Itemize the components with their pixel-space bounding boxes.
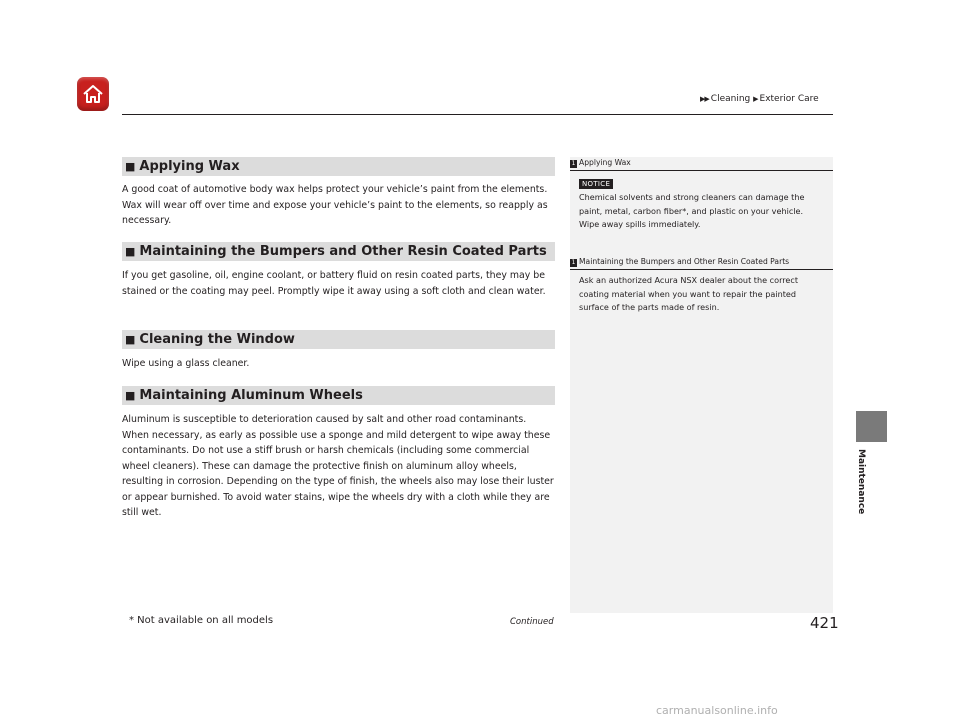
section-header-applying-wax: [122, 157, 555, 176]
chapter-label: Maintenance: [856, 449, 866, 515]
reference-icon: 1: [571, 259, 576, 266]
side-note-text: Ask an authorized Acura NSX dealer about the correct coating material when you want to repair the painted surface of the parts made of resin.: [579, 275, 799, 313]
section-square-icon: ■: [125, 389, 136, 402]
section-title: Applying Wax: [139, 159, 240, 174]
side-note-title: Maintaining the Bumpers and Other Resin Coated Parts: [579, 257, 790, 266]
section-body: Aluminum is susceptible to deterioration caused by salt and other road contaminants. When necessary, as early as possible use a sponge and mild detergent to wipe away these contaminants. Do not use a stiff brush or harsh chemicals (including some commercial wheel cleaners). These can damage the protective finish on aluminum alloy wheels, resulting in corrosion. Depending on the type of finish, the wheels also may lose their luster or appear burnished. To avoid water stains, wipe the wheels dry with a cloth while they are still wet.: [122, 414, 554, 518]
page-number: 421: [810, 614, 839, 632]
header-divider: [122, 114, 833, 115]
section-header-aluminum-wheels: [122, 386, 555, 405]
section-title: Cleaning the Window: [139, 332, 295, 347]
reference-icon: 1: [571, 160, 576, 167]
breadcrumb: [700, 94, 819, 104]
section-square-icon: ■: [125, 245, 136, 258]
home-icon: [82, 83, 104, 105]
section-title: Maintaining the Bumpers and Other Resin Coated Parts: [139, 244, 547, 259]
section-title: Maintaining Aluminum Wheels: [139, 388, 363, 403]
breadcrumb-item-cleaning[interactable]: Cleaning: [710, 94, 751, 104]
footnote: * Not available on all models: [129, 615, 274, 626]
breadcrumb-item-exterior-care[interactable]: Exterior Care: [759, 94, 819, 104]
home-button[interactable]: [77, 77, 109, 111]
side-notes-column: [570, 157, 833, 613]
section-body: Wipe using a glass cleaner.: [122, 358, 250, 369]
section-body: A good coat of automotive body wax helps protect your vehicle’s paint from the elements. Wax will wear off over time and expose your vehicle’s paint to the elements, so reapply as necessary.: [122, 184, 548, 226]
side-note-header-applying-wax: [570, 157, 833, 171]
section-header-bumpers: [122, 242, 555, 261]
main-column: [122, 157, 555, 521]
side-note-text: Chemical solvents and strong cleaners can damage the paint, metal, carbon fiber*, and plastic on your vehicle. Wipe away spills immediately.: [579, 192, 805, 230]
side-note-title: Applying Wax: [579, 158, 631, 167]
breadcrumb-arrow-icon: ▶▶: [700, 95, 709, 103]
watermark: carmanualsonline.info: [656, 704, 778, 717]
continued-label: Continued: [510, 617, 554, 627]
chapter-tab[interactable]: [856, 411, 887, 442]
section-body: If you get gasoline, oil, engine coolant, or battery fluid on resin coated parts, they may be stained or the coating may peel. Promptly wipe it away using a soft cloth and clean water.: [122, 270, 546, 297]
breadcrumb-arrow-icon: ▶: [753, 95, 758, 103]
notice-badge: NOTICE: [579, 179, 613, 189]
side-note-header-bumpers: [570, 256, 833, 270]
section-header-window: [122, 330, 555, 349]
section-square-icon: ■: [125, 333, 136, 346]
section-square-icon: ■: [125, 160, 136, 173]
